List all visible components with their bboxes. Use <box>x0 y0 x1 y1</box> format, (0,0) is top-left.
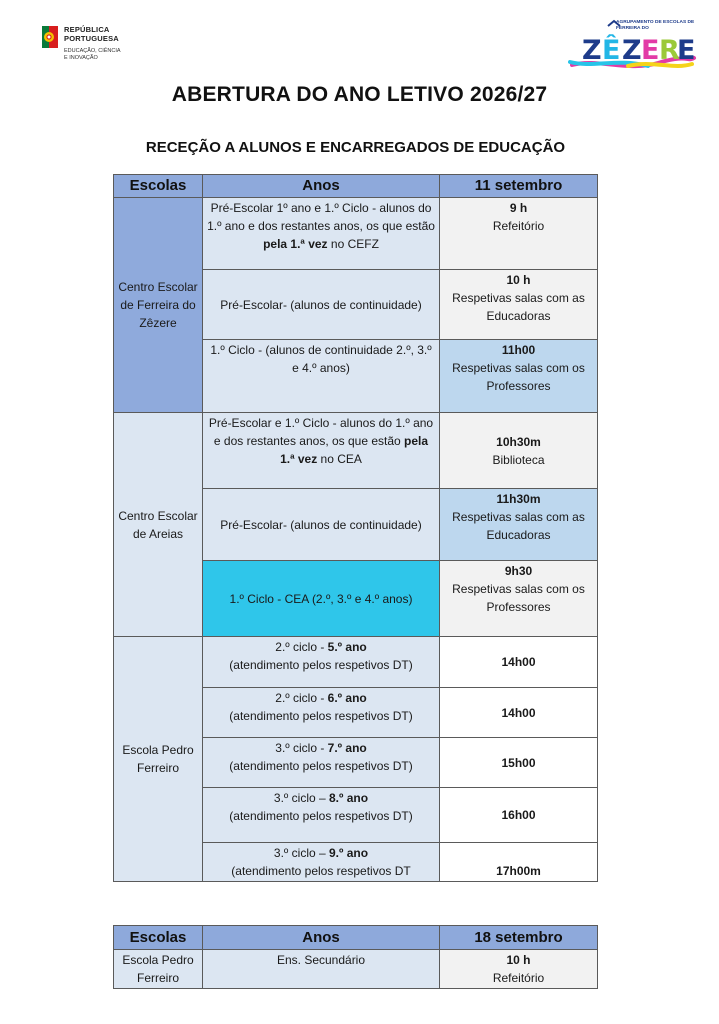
svg-text:R: R <box>659 35 680 66</box>
anos-cell: Pré-Escolar- (alunos de continuidade) <box>203 270 440 340</box>
time-cell: 14h00 <box>440 637 598 688</box>
svg-text:Z: Z <box>582 35 602 66</box>
time-cell: 15h00 <box>440 738 598 788</box>
time-cell: 11h00 Respetivas salas com os Professores <box>440 340 598 413</box>
school-cell: Escola Pedro Ferreiro <box>114 950 203 989</box>
time-cell: 16h00 <box>440 788 598 843</box>
col-header-date: 11 setembro <box>440 175 598 198</box>
schedule-table-11-setembro <box>113 174 598 882</box>
svg-text:Ê: Ê <box>602 35 621 66</box>
anos-cell: Pré-Escolar e 1.º Ciclo - alunos do 1.º ano e dos restantes anos, os que estão pela 1.ª vez no CEA <box>203 413 440 489</box>
anos-cell: Pré-Escolar 1º ano e 1.º Ciclo - alunos do 1.º ano e dos restantes anos, os que estão pela 1.ª vez no CEFZ <box>203 198 440 270</box>
republica-portuguesa-logo <box>42 24 152 68</box>
school-cell: Escola Pedro Ferreiro <box>114 637 203 882</box>
logo-tagline: AGRUPAMENTO DE ESCOLAS DE FERREIRA DO <box>616 20 695 31</box>
anos-cell: Ens. Secundário <box>203 950 440 989</box>
anos-cell: 3.º ciclo – 8.º ano (atendimento pelos respetivos DT) <box>203 788 440 843</box>
anos-cell: 2.º ciclo - 6.º ano (atendimento pelos respetivos DT) <box>203 688 440 738</box>
table-row <box>114 413 598 489</box>
time-cell: 11h30m Respetivas salas com as Educadoras <box>440 489 598 561</box>
page-title: ABERTURA DO ANO LETIVO 2026/27 <box>171 83 548 106</box>
anos-cell-highlight: 1.º Ciclo - CEA (2.º, 3.º e 4.º anos) <box>203 561 440 637</box>
anos-cell: 3.º ciclo – 9.º ano (atendimento pelos respetivos DT <box>203 843 440 882</box>
time-cell: 14h00 <box>440 688 598 738</box>
table-row <box>114 637 598 688</box>
svg-text:E: E <box>677 35 696 66</box>
col-header-anos: Anos <box>203 175 440 198</box>
page-subtitle: RECEÇÃO A ALUNOS E ENCARREGADOS DE EDUCAÇÃO <box>145 139 566 156</box>
table-row <box>114 950 598 989</box>
svg-text:Z: Z <box>622 35 642 66</box>
time-cell: 17h00m <box>440 843 598 882</box>
anos-cell: 3.º ciclo - 7.º ano (atendimento pelos respetivos DT) <box>203 738 440 788</box>
table-header-row <box>114 175 598 198</box>
logo-text-ministry-1: EDUCAÇÃO, CIÊNCIA <box>64 48 121 54</box>
anos-cell: Pré-Escolar- (alunos de continuidade) <box>203 489 440 561</box>
col-header-anos: Anos <box>203 926 440 950</box>
time-cell: 10 h Refeitório <box>440 950 598 989</box>
schedule-table-18-setembro <box>113 925 598 989</box>
table-header-row <box>114 926 598 950</box>
col-header-escolas: Escolas <box>114 926 203 950</box>
portugal-emblem-icon <box>42 24 60 50</box>
time-cell: 9h30 Respetivas salas com os Professores <box>440 561 598 637</box>
col-header-date: 18 setembro <box>440 926 598 950</box>
school-cell: Centro Escolar de Areias <box>114 413 203 637</box>
time-cell: 10h30m Biblioteca <box>440 413 598 489</box>
svg-text:E: E <box>641 35 660 66</box>
anos-cell: 2.º ciclo - 5.º ano (atendimento pelos respetivos DT) <box>203 637 440 688</box>
logo-text-ministry-2: E INOVAÇÃO <box>64 55 98 61</box>
time-cell: 10 h Respetivas salas com as Educadoras <box>440 270 598 340</box>
logo-text-portuguesa: PORTUGUESA <box>64 34 119 43</box>
col-header-escolas: Escolas <box>114 175 203 198</box>
agrupamento-zezere-logo <box>568 18 698 74</box>
logo-text-republica: REPÚBLICA <box>64 25 110 34</box>
table-row <box>114 198 598 270</box>
school-cell: Centro Escolar de Ferreira do Zêzere <box>114 198 203 413</box>
time-cell: 9 h Refeitório <box>440 198 598 270</box>
anos-cell: 1.º Ciclo - (alunos de continuidade 2.º, 3.º e 4.º anos) <box>203 340 440 413</box>
